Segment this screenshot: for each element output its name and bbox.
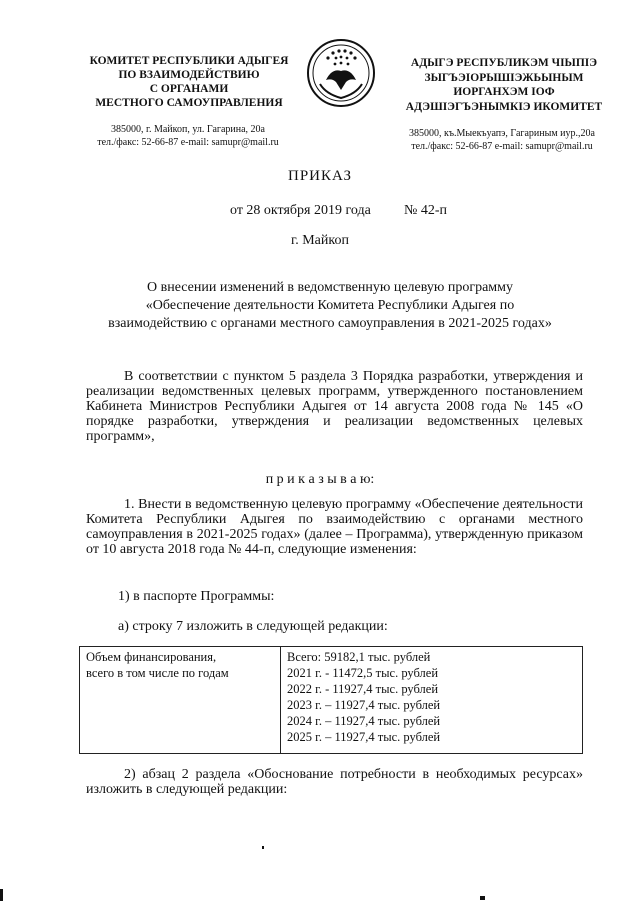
document-number: № 42-п	[404, 203, 448, 218]
order-word: п р и к а з ы в а ю:	[265, 472, 375, 487]
document-date: от 28 октября 2019 года	[230, 203, 371, 218]
financing-year: 2024 г. – 11927,4 тыс. рублей	[287, 714, 441, 728]
financing-values-cell	[281, 647, 583, 754]
address-line: 385000, г. Майкоп, ул. Гагарина, 20а	[111, 124, 265, 135]
table-row	[80, 647, 583, 754]
financing-year: 2025 г. – 11927,4 тыс. рублей	[287, 730, 441, 744]
item-1-paragraph: 1. Внести в ведомственную целевую программу «Обеспечение деятельности Комитета Республики Адыгея по взаимодействию с органами местного самоуправления в 2021-2025 годах» (далее – Программа), утвержденную приказом от 10 августа 2018 года № 44-п, следующие изменения:	[86, 497, 583, 557]
financing-year: 2023 г. – 11927,4 тыс. рублей	[287, 698, 441, 712]
document-title: ПРИКАЗ	[288, 168, 352, 184]
address-line: тел./факс: 52-66-87 e-mail: samupr@mail.ru	[97, 137, 279, 148]
issuer-line: ЗЫГЪЭIОРЫШIЭЖЬЫНЫМ	[424, 71, 584, 84]
item-1-1: 1) в паспорте Программы:	[118, 589, 275, 604]
item-1-1-a: а) строку 7 изложить в следующей редакции:	[118, 619, 388, 634]
subject-line: взаимодействию с органами местного самоуправления в 2021-2025 годах»	[108, 316, 552, 331]
subject-line: «Обеспечение деятельности Комитета Республики Адыгея по	[145, 298, 515, 313]
issuer-name-adyghe	[386, 56, 622, 114]
financing-label-cell	[80, 647, 281, 754]
issuer-line: ПО ВЗАИМОДЕЙСТВИЮ	[118, 69, 260, 81]
issuer-address-adyghe	[384, 127, 620, 153]
preamble-paragraph: В соответствии с пунктом 5 раздела 3 Порядка разработки, утверждения и реализации ведомственных целевых программ, утвержденного постановлением Кабинета Министров Республики Адыгея от 14 августа 2008 года № 145 «О порядке разработки, утверждения и реализации ведомственных целевых программ»,	[86, 369, 583, 444]
issuer-line: АДЫГЭ РЕСПУБЛИКЭМ ЧIЫПIЭ	[410, 57, 598, 69]
financing-year: 2022 г. - 11927,4 тыс. рублей	[287, 682, 439, 696]
table-label-line: Объем финансирования,	[86, 650, 217, 664]
issuer-line: КОМИТЕТ РЕСПУБЛИКИ АДЫГЕЯ	[89, 55, 289, 67]
financing-table	[79, 646, 583, 754]
financing-year: 2021 г. - 11472,5 тыс. рублей	[287, 666, 439, 680]
scan-speck	[480, 896, 485, 900]
coat-of-arms-emblem-icon	[306, 38, 376, 108]
issuer-line: ИОРГАНХЭМ IОФ	[453, 86, 555, 98]
document-subject	[60, 279, 600, 333]
address-line: 385000, къ.Мыекъуапэ, Гагариным иур.,20а	[409, 128, 595, 139]
item-1-2-paragraph: 2) абзац 2 раздела «Обоснование потребности в необходимых ресурсах» изложить в следующей редакции:	[86, 767, 583, 797]
issuer-line: АДЭШIЭГЪЭНЫМКIЭ ИКОМИТЕТ	[405, 100, 603, 113]
issuer-line: МЕСТНОГО САМОУПРАВЛЕНИЯ	[95, 97, 283, 109]
address-line: тел./факс: 52-66-87 e-mail: samupr@mail.ru	[411, 141, 593, 152]
subject-line: О внесении изменений в ведомственную целевую программу	[147, 280, 513, 295]
table-label-line: всего в том числе по годам	[86, 666, 229, 680]
issuer-name-russian	[78, 54, 300, 110]
issuer-line: С ОРГАНАМИ	[149, 83, 229, 95]
scan-edge-mark	[0, 889, 3, 901]
scan-speck	[262, 846, 264, 849]
issuer-address-russian	[82, 123, 294, 149]
document-city: г. Майкоп	[291, 233, 349, 248]
financing-total: Всего: 59182,1 тыс. рублей	[287, 650, 431, 664]
